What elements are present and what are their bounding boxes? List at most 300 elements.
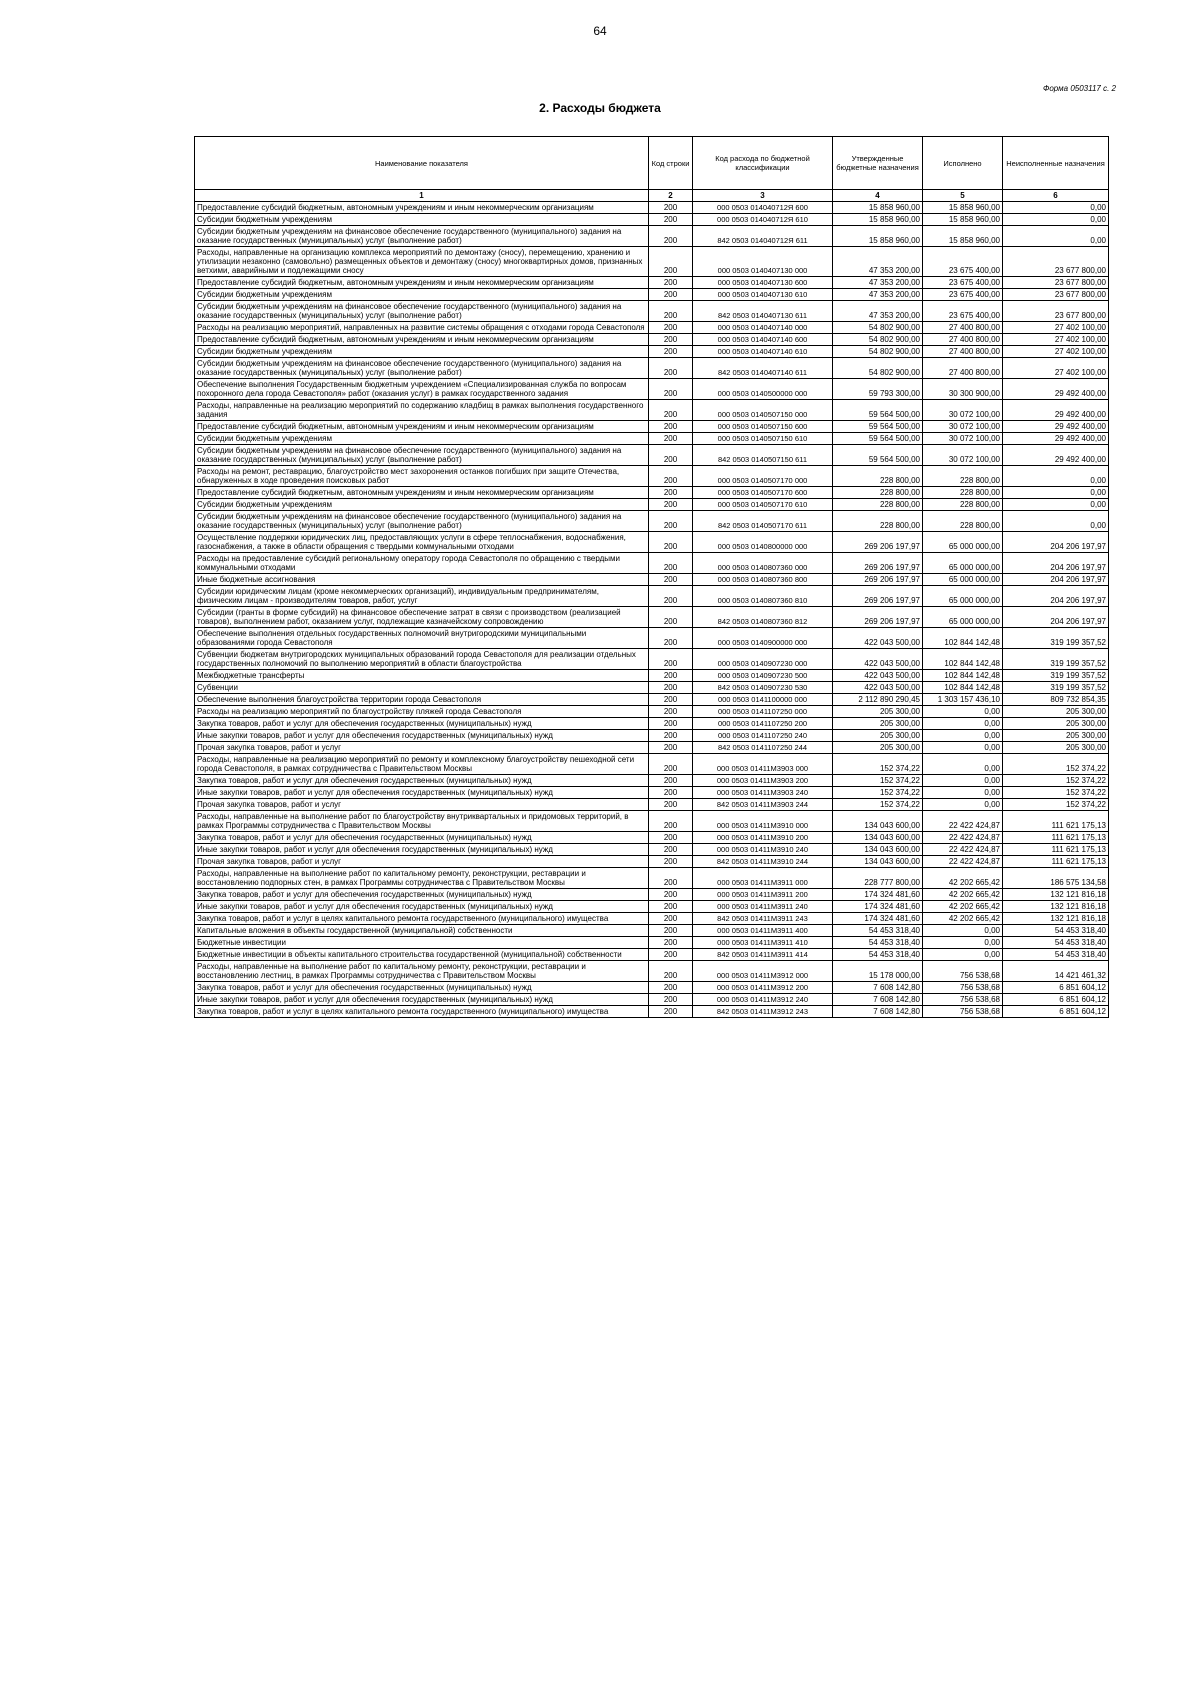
row-unexecuted-amount: 23 677 800,00 bbox=[1003, 301, 1109, 322]
row-executed-amount: 102 844 142,48 bbox=[923, 649, 1003, 670]
row-approved-amount: 54 453 318,40 bbox=[833, 925, 923, 937]
row-executed-amount: 42 202 665,42 bbox=[923, 889, 1003, 901]
table-body bbox=[195, 202, 1109, 1018]
table-row bbox=[195, 694, 1109, 706]
row-executed-amount: 102 844 142,48 bbox=[923, 682, 1003, 694]
table-row bbox=[195, 214, 1109, 226]
table-row bbox=[195, 511, 1109, 532]
row-unexecuted-amount: 111 621 175,13 bbox=[1003, 832, 1109, 844]
table-row bbox=[195, 499, 1109, 511]
row-executed-amount: 27 400 800,00 bbox=[923, 358, 1003, 379]
row-executed-amount: 30 072 100,00 bbox=[923, 400, 1003, 421]
row-unexecuted-amount: 23 677 800,00 bbox=[1003, 289, 1109, 301]
row-approved-amount: 269 206 197,97 bbox=[833, 586, 923, 607]
table-row bbox=[195, 754, 1109, 775]
row-approved-amount: 54 802 900,00 bbox=[833, 334, 923, 346]
row-expense-code: 000 0503 0140900000 000 bbox=[693, 628, 833, 649]
row-unexecuted-amount: 14 421 461,32 bbox=[1003, 961, 1109, 982]
row-name: Субсидии (гранты в форме субсидий) на финансовое обеспечение затрат в связи с производством (реализацией товаров), выполнением работ, оказанием услуг, подлежащие казначейскому сопровождению bbox=[195, 607, 649, 628]
table-row bbox=[195, 346, 1109, 358]
row-executed-amount: 756 538,68 bbox=[923, 994, 1003, 1006]
row-line-code: 200 bbox=[649, 553, 693, 574]
row-line-code: 200 bbox=[649, 421, 693, 433]
row-expense-code: 000 0503 0140407140 600 bbox=[693, 334, 833, 346]
row-executed-amount: 65 000 000,00 bbox=[923, 574, 1003, 586]
row-approved-amount: 134 043 600,00 bbox=[833, 856, 923, 868]
row-unexecuted-amount: 111 621 175,13 bbox=[1003, 856, 1109, 868]
row-approved-amount: 47 353 200,00 bbox=[833, 277, 923, 289]
table-header-row bbox=[195, 137, 1109, 190]
row-expense-code: 000 0503 0140807360 000 bbox=[693, 553, 833, 574]
row-expense-code: 000 0503 01411М3903 000 bbox=[693, 754, 833, 775]
row-name: Предоставление субсидий бюджетным, автономным учреждениям и иным некоммерческим организациям bbox=[195, 487, 649, 499]
row-executed-amount: 30 072 100,00 bbox=[923, 421, 1003, 433]
row-name: Субсидии бюджетным учреждениям на финансовое обеспечение государственного (муниципального) задания на оказание государственных (муниципальных) услуг (выполнение работ) bbox=[195, 301, 649, 322]
row-expense-code: 000 0503 01411М3910 000 bbox=[693, 811, 833, 832]
row-expense-code: 000 0503 01411М3912 240 bbox=[693, 994, 833, 1006]
row-name: Иные закупки товаров, работ и услуг для обеспечения государственных (муниципальных) нужд bbox=[195, 844, 649, 856]
column-number: 3 bbox=[693, 190, 833, 202]
row-approved-amount: 152 374,22 bbox=[833, 775, 923, 787]
row-expense-code: 842 0503 01411М3912 243 bbox=[693, 1006, 833, 1018]
row-name: Бюджетные инвестиции в объекты капитального строительства государственной (муниципальной) собственности bbox=[195, 949, 649, 961]
row-name: Субсидии бюджетным учреждениям на финансовое обеспечение государственного (муниципального) задания на оказание государственных (муниципальных) услуг (выполнение работ) bbox=[195, 511, 649, 532]
row-expense-code: 842 0503 0141107250 244 bbox=[693, 742, 833, 754]
row-approved-amount: 174 324 481,60 bbox=[833, 889, 923, 901]
row-name: Закупка товаров, работ и услуг для обеспечения государственных (муниципальных) нужд bbox=[195, 832, 649, 844]
row-line-code: 200 bbox=[649, 901, 693, 913]
row-line-code: 200 bbox=[649, 730, 693, 742]
column-number-row bbox=[195, 190, 1109, 202]
row-expense-code: 000 0503 0141107250 200 bbox=[693, 718, 833, 730]
row-executed-amount: 0,00 bbox=[923, 718, 1003, 730]
row-unexecuted-amount: 132 121 816,18 bbox=[1003, 913, 1109, 925]
row-unexecuted-amount: 23 677 800,00 bbox=[1003, 277, 1109, 289]
table-row bbox=[195, 607, 1109, 628]
row-expense-code: 842 0503 0140407140 611 bbox=[693, 358, 833, 379]
row-executed-amount: 0,00 bbox=[923, 742, 1003, 754]
row-expense-code: 000 0503 0140407140 610 bbox=[693, 346, 833, 358]
row-approved-amount: 59 564 500,00 bbox=[833, 400, 923, 421]
row-executed-amount: 102 844 142,48 bbox=[923, 628, 1003, 649]
row-expense-code: 842 0503 01411М3911 414 bbox=[693, 949, 833, 961]
row-line-code: 200 bbox=[649, 925, 693, 937]
table-row bbox=[195, 379, 1109, 400]
row-name: Предоставление субсидий бюджетным, автономным учреждениям и иным некоммерческим организациям bbox=[195, 202, 649, 214]
row-line-code: 200 bbox=[649, 913, 693, 925]
table-row bbox=[195, 1006, 1109, 1018]
row-line-code: 200 bbox=[649, 811, 693, 832]
row-expense-code: 000 0503 0140500000 000 bbox=[693, 379, 833, 400]
table-row bbox=[195, 949, 1109, 961]
row-expense-code: 000 0503 01411М3911 410 bbox=[693, 937, 833, 949]
row-executed-amount: 42 202 665,42 bbox=[923, 901, 1003, 913]
row-name: Закупка товаров, работ и услуг для обеспечения государственных (муниципальных) нужд bbox=[195, 889, 649, 901]
row-expense-code: 000 0503 0141100000 000 bbox=[693, 694, 833, 706]
table-row bbox=[195, 586, 1109, 607]
row-name: Закупка товаров, работ и услуг для обеспечения государственных (муниципальных) нужд bbox=[195, 982, 649, 994]
row-line-code: 200 bbox=[649, 487, 693, 499]
row-executed-amount: 65 000 000,00 bbox=[923, 532, 1003, 553]
row-approved-amount: 7 608 142,80 bbox=[833, 994, 923, 1006]
row-executed-amount: 22 422 424,87 bbox=[923, 844, 1003, 856]
row-executed-amount: 102 844 142,48 bbox=[923, 670, 1003, 682]
table-row bbox=[195, 994, 1109, 1006]
row-approved-amount: 205 300,00 bbox=[833, 718, 923, 730]
table-row bbox=[195, 913, 1109, 925]
table-row bbox=[195, 856, 1109, 868]
row-approved-amount: 228 800,00 bbox=[833, 466, 923, 487]
row-expense-code: 000 0503 0140807360 810 bbox=[693, 586, 833, 607]
row-expense-code: 842 0503 014040712Я 611 bbox=[693, 226, 833, 247]
row-name: Расходы на реализацию мероприятий, направленных на развитие системы обращения с отходами города Севастополя bbox=[195, 322, 649, 334]
row-unexecuted-amount: 27 402 100,00 bbox=[1003, 322, 1109, 334]
row-executed-amount: 42 202 665,42 bbox=[923, 868, 1003, 889]
row-approved-amount: 174 324 481,60 bbox=[833, 913, 923, 925]
row-line-code: 200 bbox=[649, 775, 693, 787]
table-row bbox=[195, 706, 1109, 718]
row-unexecuted-amount: 319 199 357,52 bbox=[1003, 682, 1109, 694]
column-number: 2 bbox=[649, 190, 693, 202]
row-name: Расходы, направленные на выполнение работ по капитальному ремонту, реконструкции, реставрации и восстановлению подпорных стен, в рамках Программы сотрудничества с Правительством Москвы bbox=[195, 868, 649, 889]
table-row bbox=[195, 718, 1109, 730]
table-row bbox=[195, 682, 1109, 694]
row-expense-code: 842 0503 01411М3910 244 bbox=[693, 856, 833, 868]
row-unexecuted-amount: 0,00 bbox=[1003, 214, 1109, 226]
row-approved-amount: 15 858 960,00 bbox=[833, 226, 923, 247]
row-line-code: 200 bbox=[649, 586, 693, 607]
row-expense-code: 000 0503 01411М3910 240 bbox=[693, 844, 833, 856]
column-number: 5 bbox=[923, 190, 1003, 202]
table-row bbox=[195, 649, 1109, 670]
table-row bbox=[195, 628, 1109, 649]
row-name: Осуществление поддержки юридических лиц, предоставляющих услуги в сфере теплоснабжения, водоснабжения, газоснабжения, а также в области обращения с твердыми коммунальными отходами bbox=[195, 532, 649, 553]
row-line-code: 200 bbox=[649, 247, 693, 277]
table-row bbox=[195, 811, 1109, 832]
table-row bbox=[195, 289, 1109, 301]
row-line-code: 200 bbox=[649, 742, 693, 754]
row-approved-amount: 228 800,00 bbox=[833, 499, 923, 511]
table-row bbox=[195, 277, 1109, 289]
row-approved-amount: 59 564 500,00 bbox=[833, 445, 923, 466]
row-executed-amount: 0,00 bbox=[923, 706, 1003, 718]
table-row bbox=[195, 961, 1109, 982]
row-expense-code: 000 0503 01411М3911 240 bbox=[693, 901, 833, 913]
row-expense-code: 000 0503 01411М3912 200 bbox=[693, 982, 833, 994]
row-name: Расходы, направленные на выполнение работ по капитальному ремонту, реконструкции, реставрации и восстановлению лестниц, в рамках Программы сотрудничества с Правительством Москвы bbox=[195, 961, 649, 982]
row-approved-amount: 228 800,00 bbox=[833, 487, 923, 499]
row-unexecuted-amount: 0,00 bbox=[1003, 511, 1109, 532]
row-line-code: 200 bbox=[649, 466, 693, 487]
row-approved-amount: 59 793 300,00 bbox=[833, 379, 923, 400]
row-expense-code: 000 0503 0140407140 000 bbox=[693, 322, 833, 334]
row-unexecuted-amount: 319 199 357,52 bbox=[1003, 628, 1109, 649]
row-expense-code: 000 0503 0140507170 600 bbox=[693, 487, 833, 499]
row-name: Закупка товаров, работ и услуг в целях капитального ремонта государственного (муниципального) имущества bbox=[195, 913, 649, 925]
row-name: Обеспечение выполнения Государственным бюджетным учреждением «Специализированная служба по вопросам похоронного дела города Севастополя» работ (оказания услуг) в рамках государственного задания bbox=[195, 379, 649, 400]
row-unexecuted-amount: 204 206 197,97 bbox=[1003, 553, 1109, 574]
header-executed: Исполнено bbox=[923, 137, 1003, 190]
row-expense-code: 000 0503 01411М3911 200 bbox=[693, 889, 833, 901]
row-approved-amount: 134 043 600,00 bbox=[833, 844, 923, 856]
row-line-code: 200 bbox=[649, 358, 693, 379]
table-row bbox=[195, 982, 1109, 994]
row-approved-amount: 205 300,00 bbox=[833, 742, 923, 754]
row-line-code: 200 bbox=[649, 574, 693, 586]
header-name: Наименование показателя bbox=[195, 137, 649, 190]
header-line-code: Код строки bbox=[649, 137, 693, 190]
row-unexecuted-amount: 152 374,22 bbox=[1003, 754, 1109, 775]
row-line-code: 200 bbox=[649, 682, 693, 694]
row-line-code: 200 bbox=[649, 787, 693, 799]
row-expense-code: 000 0503 014040712Я 600 bbox=[693, 202, 833, 214]
row-executed-amount: 23 675 400,00 bbox=[923, 289, 1003, 301]
row-unexecuted-amount: 0,00 bbox=[1003, 202, 1109, 214]
row-approved-amount: 47 353 200,00 bbox=[833, 247, 923, 277]
row-name: Расходы, направленные на реализацию мероприятий по ремонту и комплексному благоустройству пешеходной сети города Севастополя, в рамках сотрудничества с Правительством Москвы bbox=[195, 754, 649, 775]
row-executed-amount: 0,00 bbox=[923, 949, 1003, 961]
row-name: Предоставление субсидий бюджетным, автономным учреждениям и иным некоммерческим организациям bbox=[195, 334, 649, 346]
table-row bbox=[195, 832, 1109, 844]
row-line-code: 200 bbox=[649, 202, 693, 214]
row-expense-code: 842 0503 0140507170 611 bbox=[693, 511, 833, 532]
row-name: Предоставление субсидий бюджетным, автономным учреждениям и иным некоммерческим организациям bbox=[195, 277, 649, 289]
row-executed-amount: 228 800,00 bbox=[923, 487, 1003, 499]
row-name: Предоставление субсидий бюджетным, автономным учреждениям и иным некоммерческим организациям bbox=[195, 421, 649, 433]
table-row bbox=[195, 553, 1109, 574]
row-executed-amount: 228 800,00 bbox=[923, 466, 1003, 487]
row-name: Субсидии бюджетным учреждениям bbox=[195, 289, 649, 301]
row-executed-amount: 0,00 bbox=[923, 730, 1003, 742]
row-executed-amount: 23 675 400,00 bbox=[923, 277, 1003, 289]
row-approved-amount: 2 112 890 290,45 bbox=[833, 694, 923, 706]
row-approved-amount: 269 206 197,97 bbox=[833, 532, 923, 553]
row-unexecuted-amount: 54 453 318,40 bbox=[1003, 937, 1109, 949]
table-row bbox=[195, 901, 1109, 913]
row-unexecuted-amount: 111 621 175,13 bbox=[1003, 811, 1109, 832]
row-line-code: 200 bbox=[649, 277, 693, 289]
row-unexecuted-amount: 205 300,00 bbox=[1003, 730, 1109, 742]
row-expense-code: 000 0503 0140907230 000 bbox=[693, 649, 833, 670]
row-name: Субвенции бюджетам внутригородских муниципальных образований города Севастополя для реализации отдельных государственных полномочий по выполнению мероприятий в области благоустройства bbox=[195, 649, 649, 670]
row-name: Капитальные вложения в объекты государственной (муниципальной) собственности bbox=[195, 925, 649, 937]
row-expense-code: 842 0503 0140907230 530 bbox=[693, 682, 833, 694]
row-unexecuted-amount: 6 851 604,12 bbox=[1003, 994, 1109, 1006]
row-executed-amount: 30 072 100,00 bbox=[923, 445, 1003, 466]
table-row bbox=[195, 247, 1109, 277]
row-name: Расходы, направленные на выполнение работ по благоустройству внутриквартальных и придомовых территорий, в рамках Программы сотрудничества с Правительством Москвы bbox=[195, 811, 649, 832]
row-line-code: 200 bbox=[649, 1006, 693, 1018]
row-unexecuted-amount: 204 206 197,97 bbox=[1003, 607, 1109, 628]
row-executed-amount: 30 300 900,00 bbox=[923, 379, 1003, 400]
table-row bbox=[195, 421, 1109, 433]
row-approved-amount: 54 453 318,40 bbox=[833, 937, 923, 949]
row-name: Обеспечение выполнения отдельных государственных полномочий внутригородскими муниципальными образованиями города Севастополя bbox=[195, 628, 649, 649]
row-line-code: 200 bbox=[649, 628, 693, 649]
row-unexecuted-amount: 54 453 318,40 bbox=[1003, 925, 1109, 937]
row-name: Межбюджетные трансферты bbox=[195, 670, 649, 682]
table-row bbox=[195, 400, 1109, 421]
row-executed-amount: 65 000 000,00 bbox=[923, 553, 1003, 574]
row-expense-code: 000 0503 01411М3903 200 bbox=[693, 775, 833, 787]
row-unexecuted-amount: 0,00 bbox=[1003, 226, 1109, 247]
table-row bbox=[195, 799, 1109, 811]
row-unexecuted-amount: 204 206 197,97 bbox=[1003, 532, 1109, 553]
row-executed-amount: 0,00 bbox=[923, 754, 1003, 775]
table-row bbox=[195, 445, 1109, 466]
row-expense-code: 000 0503 014040712Я 610 bbox=[693, 214, 833, 226]
row-name: Расходы на предоставление субсидий региональному оператору города Севастополя по обращению с твердыми коммунальными отходами bbox=[195, 553, 649, 574]
column-number: 6 bbox=[1003, 190, 1109, 202]
row-expense-code: 000 0503 01411М3911 000 bbox=[693, 868, 833, 889]
row-line-code: 200 bbox=[649, 607, 693, 628]
table-row bbox=[195, 466, 1109, 487]
row-name: Субсидии бюджетным учреждениям bbox=[195, 433, 649, 445]
row-approved-amount: 269 206 197,97 bbox=[833, 574, 923, 586]
row-approved-amount: 15 178 000,00 bbox=[833, 961, 923, 982]
row-expense-code: 842 0503 01411М3903 244 bbox=[693, 799, 833, 811]
row-line-code: 200 bbox=[649, 301, 693, 322]
row-name: Иные закупки товаров, работ и услуг для обеспечения государственных (муниципальных) нужд bbox=[195, 730, 649, 742]
row-name: Субвенции bbox=[195, 682, 649, 694]
row-approved-amount: 422 043 500,00 bbox=[833, 628, 923, 649]
table-row bbox=[195, 322, 1109, 334]
row-expense-code: 000 0503 0140807360 800 bbox=[693, 574, 833, 586]
row-name: Субсидии бюджетным учреждениям bbox=[195, 346, 649, 358]
row-unexecuted-amount: 0,00 bbox=[1003, 487, 1109, 499]
row-executed-amount: 42 202 665,42 bbox=[923, 913, 1003, 925]
row-unexecuted-amount: 54 453 318,40 bbox=[1003, 949, 1109, 961]
row-executed-amount: 0,00 bbox=[923, 937, 1003, 949]
row-unexecuted-amount: 205 300,00 bbox=[1003, 706, 1109, 718]
row-executed-amount: 27 400 800,00 bbox=[923, 334, 1003, 346]
row-unexecuted-amount: 0,00 bbox=[1003, 499, 1109, 511]
row-name: Прочая закупка товаров, работ и услуг bbox=[195, 799, 649, 811]
row-line-code: 200 bbox=[649, 379, 693, 400]
row-name: Бюджетные инвестиции bbox=[195, 937, 649, 949]
row-unexecuted-amount: 29 492 400,00 bbox=[1003, 400, 1109, 421]
table-row bbox=[195, 358, 1109, 379]
row-expense-code: 000 0503 01411М3903 240 bbox=[693, 787, 833, 799]
row-line-code: 200 bbox=[649, 832, 693, 844]
table-row bbox=[195, 925, 1109, 937]
row-line-code: 200 bbox=[649, 532, 693, 553]
row-approved-amount: 152 374,22 bbox=[833, 787, 923, 799]
table-row bbox=[195, 889, 1109, 901]
row-approved-amount: 228 777 800,00 bbox=[833, 868, 923, 889]
row-expense-code: 000 0503 0140407130 600 bbox=[693, 277, 833, 289]
row-name: Прочая закупка товаров, работ и услуг bbox=[195, 742, 649, 754]
row-name: Иные закупки товаров, работ и услуг для обеспечения государственных (муниципальных) нужд bbox=[195, 901, 649, 913]
row-executed-amount: 23 675 400,00 bbox=[923, 301, 1003, 322]
row-approved-amount: 54 802 900,00 bbox=[833, 322, 923, 334]
row-expense-code: 000 0503 0140407130 000 bbox=[693, 247, 833, 277]
form-code: Форма 0503117 с. 2 bbox=[1043, 84, 1116, 93]
row-unexecuted-amount: 111 621 175,13 bbox=[1003, 844, 1109, 856]
row-executed-amount: 15 858 960,00 bbox=[923, 214, 1003, 226]
row-unexecuted-amount: 204 206 197,97 bbox=[1003, 574, 1109, 586]
row-approved-amount: 54 453 318,40 bbox=[833, 949, 923, 961]
row-line-code: 200 bbox=[649, 754, 693, 775]
row-approved-amount: 174 324 481,60 bbox=[833, 901, 923, 913]
table-row bbox=[195, 301, 1109, 322]
row-line-code: 200 bbox=[649, 334, 693, 346]
row-expense-code: 000 0503 0140507150 000 bbox=[693, 400, 833, 421]
row-name: Расходы, направленные на реализацию мероприятий по содержанию кладбищ в рамках выполнения государственного задания bbox=[195, 400, 649, 421]
row-executed-amount: 65 000 000,00 bbox=[923, 607, 1003, 628]
row-name: Субсидии юридическим лицам (кроме некоммерческих организаций), индивидуальным предпринимателям, физическим лицам - производителям товаров, работ, услуг bbox=[195, 586, 649, 607]
row-executed-amount: 15 858 960,00 bbox=[923, 226, 1003, 247]
row-name: Субсидии бюджетным учреждениям bbox=[195, 214, 649, 226]
row-unexecuted-amount: 29 492 400,00 bbox=[1003, 379, 1109, 400]
row-approved-amount: 269 206 197,97 bbox=[833, 553, 923, 574]
header-unexecuted: Неисполненные назначения bbox=[1003, 137, 1109, 190]
row-unexecuted-amount: 205 300,00 bbox=[1003, 742, 1109, 754]
row-executed-amount: 23 675 400,00 bbox=[923, 247, 1003, 277]
row-line-code: 200 bbox=[649, 214, 693, 226]
row-executed-amount: 756 538,68 bbox=[923, 982, 1003, 994]
report-title: 2. Расходы бюджета bbox=[539, 101, 661, 115]
table-row bbox=[195, 574, 1109, 586]
table-row bbox=[195, 532, 1109, 553]
row-name: Закупка товаров, работ и услуг для обеспечения государственных (муниципальных) нужд bbox=[195, 775, 649, 787]
row-executed-amount: 22 422 424,87 bbox=[923, 832, 1003, 844]
row-executed-amount: 27 400 800,00 bbox=[923, 322, 1003, 334]
row-line-code: 200 bbox=[649, 433, 693, 445]
row-line-code: 200 bbox=[649, 694, 693, 706]
row-approved-amount: 205 300,00 bbox=[833, 730, 923, 742]
row-expense-code: 000 0503 0140507170 610 bbox=[693, 499, 833, 511]
table-row bbox=[195, 487, 1109, 499]
table-row bbox=[195, 742, 1109, 754]
row-name: Иные закупки товаров, работ и услуг для обеспечения государственных (муниципальных) нужд bbox=[195, 994, 649, 1006]
row-line-code: 200 bbox=[649, 511, 693, 532]
row-name: Иные бюджетные ассигнования bbox=[195, 574, 649, 586]
row-unexecuted-amount: 23 677 800,00 bbox=[1003, 247, 1109, 277]
column-number: 1 bbox=[195, 190, 649, 202]
row-executed-amount: 0,00 bbox=[923, 787, 1003, 799]
row-line-code: 200 bbox=[649, 799, 693, 811]
row-unexecuted-amount: 809 732 854,35 bbox=[1003, 694, 1109, 706]
row-name: Субсидии бюджетным учреждениям на финансовое обеспечение государственного (муниципального) задания на оказание государственных (муниципальных) услуг (выполнение работ) bbox=[195, 226, 649, 247]
row-executed-amount: 756 538,68 bbox=[923, 1006, 1003, 1018]
row-line-code: 200 bbox=[649, 670, 693, 682]
row-expense-code: 000 0503 0140507170 000 bbox=[693, 466, 833, 487]
row-expense-code: 000 0503 0140507150 600 bbox=[693, 421, 833, 433]
row-expense-code: 842 0503 01411М3911 243 bbox=[693, 913, 833, 925]
table-row bbox=[195, 334, 1109, 346]
row-unexecuted-amount: 319 199 357,52 bbox=[1003, 670, 1109, 682]
row-unexecuted-amount: 132 121 816,18 bbox=[1003, 889, 1109, 901]
row-expense-code: 000 0503 0140407130 610 bbox=[693, 289, 833, 301]
row-line-code: 200 bbox=[649, 937, 693, 949]
row-expense-code: 842 0503 0140507150 611 bbox=[693, 445, 833, 466]
row-line-code: 200 bbox=[649, 961, 693, 982]
row-approved-amount: 152 374,22 bbox=[833, 799, 923, 811]
row-name: Субсидии бюджетным учреждениям bbox=[195, 499, 649, 511]
row-executed-amount: 22 422 424,87 bbox=[923, 811, 1003, 832]
row-executed-amount: 228 800,00 bbox=[923, 511, 1003, 532]
row-line-code: 200 bbox=[649, 346, 693, 358]
row-name: Обеспечение выполнения благоустройства территории города Севастополя bbox=[195, 694, 649, 706]
row-expense-code: 000 0503 0140907230 500 bbox=[693, 670, 833, 682]
row-name: Иные закупки товаров, работ и услуг для обеспечения государственных (муниципальных) нужд bbox=[195, 787, 649, 799]
row-name: Расходы на реализацию мероприятий по благоустройству пляжей города Севастополя bbox=[195, 706, 649, 718]
table-row bbox=[195, 433, 1109, 445]
row-approved-amount: 7 608 142,80 bbox=[833, 982, 923, 994]
row-approved-amount: 47 353 200,00 bbox=[833, 301, 923, 322]
row-unexecuted-amount: 27 402 100,00 bbox=[1003, 346, 1109, 358]
